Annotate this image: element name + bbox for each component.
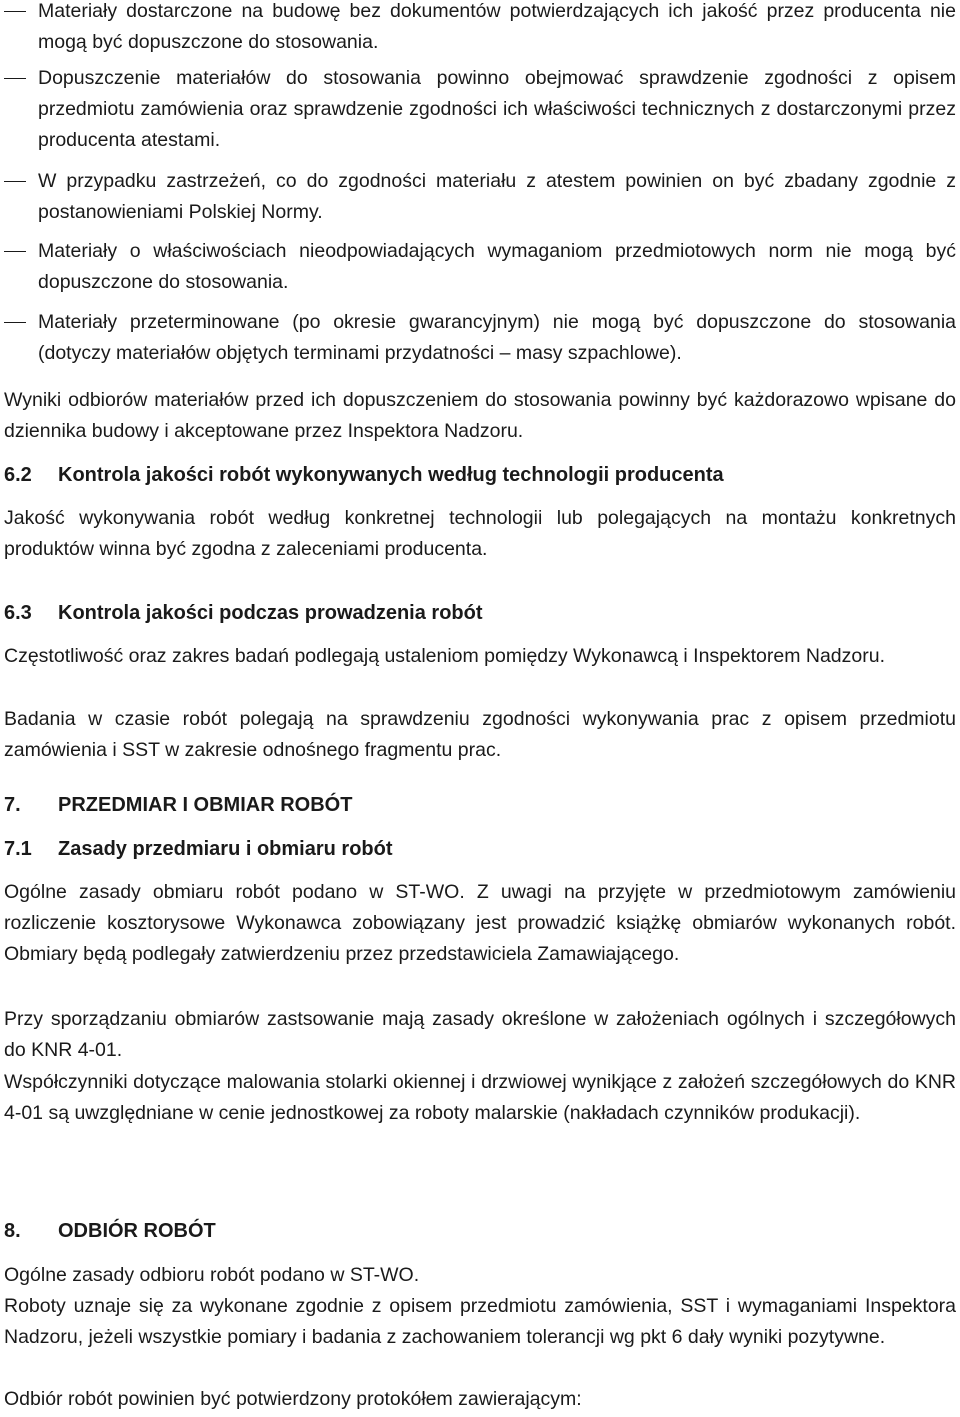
section-number: 7.1 <box>4 838 32 860</box>
bullet-text: W przypadku zastrzeżeń, co do zgodności materiału z atestem powinien on być zbadany zgodnie z postanowieniami Polskiej Normy. <box>38 170 956 223</box>
section-heading-6-2 <box>4 460 956 490</box>
paragraph-s8-1: Ogólne zasady odbioru robót podano w ST-WO. <box>4 1264 420 1286</box>
section-heading-7 <box>4 790 956 820</box>
section-title: ODBIÓR ROBÓT <box>58 1220 216 1242</box>
section-number: 8. <box>4 1220 21 1242</box>
section-number: 6.3 <box>4 602 32 624</box>
paragraph-s8-2: Roboty uznaje się za wykonane zgodnie z opisem przedmiotu zamówienia, SST i wymaganiami Inspektora Nadzoru, jeżeli wszystkie pomiary i badania z zachowaniem tolerancji wg pkt 6 dały wyniki pozytywne. <box>4 1295 956 1348</box>
dash-icon <box>4 181 26 182</box>
paragraph-s62: Jakość wykonywania robót według konkretnej technologii lub polegających na montażu konkretnych produktów winna być zgodna z zaleceniami producenta. <box>4 507 956 560</box>
section-heading-8 <box>4 1216 956 1246</box>
section-title: Kontrola jakości podczas prowadzenia robót <box>58 602 483 624</box>
paragraph-s71-2: Przy sporządzaniu obmiarów zastsowanie mają zasady określone w założeniach ogólnych i szczegółowych do KNR 4-01. <box>4 1008 956 1061</box>
dash-icon <box>4 322 26 323</box>
section-title: Kontrola jakości robót wykonywanych według technologii producenta <box>58 464 724 486</box>
bullet-item <box>4 236 956 298</box>
paragraph-s63-1: Częstotliwość oraz zakres badań podlegają ustaleniom pomiędzy Wykonawcą i Inspektorem Nadzoru. <box>4 645 886 667</box>
bullet-item <box>4 0 956 58</box>
section-title: PRZEDMIAR I OBMIAR ROBÓT <box>58 794 353 816</box>
section-number: 6.2 <box>4 464 32 486</box>
paragraph-wyniki: Wyniki odbiorów materiałów przed ich dopuszczeniem do stosowania powinny być każdorazowo wpisane do dziennika budowy i akceptowane przez Inspektora Nadzoru. <box>4 389 956 442</box>
bullet-text: Materiały dostarczone na budowę bez dokumentów potwierdzających ich jakość przez producenta nie mogą być dopuszczone do stosowania. <box>38 0 956 53</box>
section-title: Zasady przedmiaru i obmiaru robót <box>58 838 393 860</box>
bullet-text: Materiały o właściwościach nieodpowiadających wymaganiom przedmiotowych norm nie mogą być dopuszczone do stosowania. <box>38 240 956 293</box>
section-heading-7-1 <box>4 834 956 864</box>
section-heading-6-3 <box>4 598 956 628</box>
bullet-item <box>4 307 956 369</box>
paragraph-s71-1: Ogólne zasady obmiaru robót podano w ST-WO. Z uwagi na przyjęte w przedmiotowym zamówieniu rozliczenie kosztorysowe Wykonawca zobowiązany jest prowadzić książkę obmiarów wykonanych robót. Obmiary będą podlegały zatwierdzeniu przez przedstawiciela Zamawiającego. <box>4 881 956 965</box>
paragraph-s71-3: Współczynniki dotyczące malowania stolarki okiennej i drzwiowej wynikjące z założeń szczegółowych do KNR 4-01 są uwzględniane w cenie jednostkowej za roboty malarskie (nakładach czynników produkacji). <box>4 1071 956 1124</box>
dash-icon <box>4 78 26 79</box>
dash-icon <box>4 11 26 12</box>
bullet-text: Dopuszczenie materiałów do stosowania powinno obejmować sprawdzenie zgodności z opisem przedmiotu zamówienia oraz sprawdzenie zgodności ich właściwości technicznych z dostarczonymi przez producenta atestami. <box>38 67 956 151</box>
paragraph-s8-3: Odbiór robót powinien być potwierdzony protokółem zawierającym: <box>4 1388 582 1410</box>
dash-icon <box>4 251 26 252</box>
bullet-item <box>4 166 956 228</box>
section-number: 7. <box>4 794 21 816</box>
paragraph-s63-2: Badania w czasie robót polegają na sprawdzeniu zgodności wykonywania prac z opisem przedmiotu zamówienia i SST w zakresie odnośnego fragmentu prac. <box>4 708 956 761</box>
bullet-item <box>4 63 956 156</box>
bullet-text: Materiały przeterminowane (po okresie gwarancyjnym) nie mogą być dopuszczone do stosowania (dotyczy materiałów objętych terminami przydatności – masy szpachlowe). <box>38 311 956 364</box>
